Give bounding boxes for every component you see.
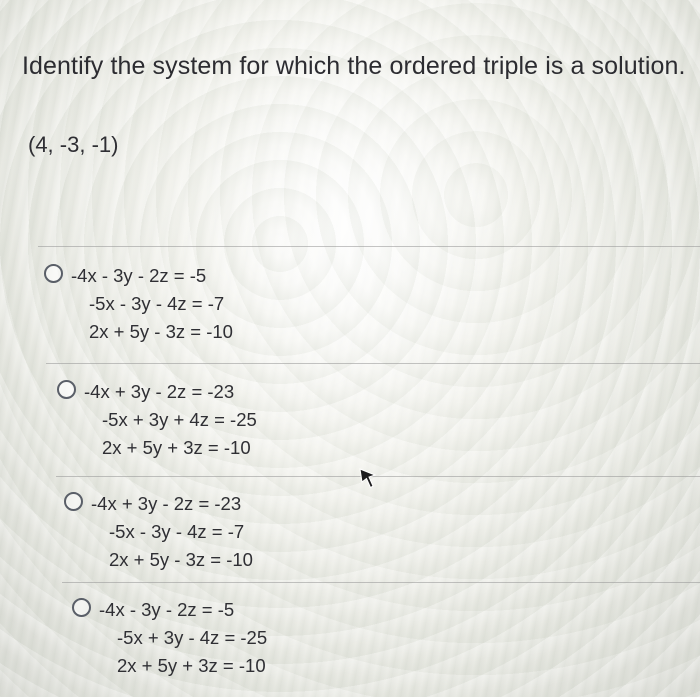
radio-button-icon[interactable] bbox=[57, 380, 76, 399]
equation-system bbox=[91, 490, 253, 574]
answer-option-4[interactable] bbox=[72, 596, 267, 680]
equation: -4x - 3y - 2z = -5 bbox=[71, 265, 207, 286]
equation: 2x + 5y + 3z = -10 bbox=[102, 437, 251, 458]
equation: 2x + 5y + 3z = -10 bbox=[117, 655, 266, 676]
equation: -4x + 3y - 2z = -23 bbox=[91, 493, 242, 514]
equation: -5x + 3y + 4z = -25 bbox=[102, 409, 257, 430]
radio-button-icon[interactable] bbox=[72, 598, 91, 617]
answer-option-1[interactable] bbox=[44, 262, 233, 346]
equation: 2x + 5y - 3z = -10 bbox=[109, 549, 253, 570]
answer-option-3[interactable] bbox=[64, 490, 253, 574]
equation: -5x - 3y - 4z = -7 bbox=[89, 293, 225, 314]
divider bbox=[46, 363, 700, 364]
divider bbox=[56, 476, 700, 477]
mouse-pointer-icon bbox=[358, 467, 378, 489]
equation: -5x + 3y - 4z = -25 bbox=[117, 627, 268, 648]
radio-button-icon[interactable] bbox=[64, 492, 83, 511]
equation: -5x - 3y - 4z = -7 bbox=[109, 521, 245, 542]
ordered-triple: (4, -3, -1) bbox=[28, 132, 119, 157]
answer-option-2[interactable] bbox=[57, 378, 257, 462]
equation-system bbox=[84, 378, 257, 462]
radio-button-icon[interactable] bbox=[44, 264, 63, 283]
equation: -4x - 3y - 2z = -5 bbox=[99, 599, 235, 620]
equation: -4x + 3y - 2z = -23 bbox=[84, 381, 235, 402]
equation: 2x + 5y - 3z = -10 bbox=[89, 321, 233, 342]
question-prompt: Identify the system for which the ordered triple is a solution. bbox=[22, 52, 686, 80]
equation-system bbox=[71, 262, 233, 346]
divider bbox=[62, 582, 700, 583]
divider bbox=[38, 246, 700, 247]
equation-system bbox=[99, 596, 267, 680]
